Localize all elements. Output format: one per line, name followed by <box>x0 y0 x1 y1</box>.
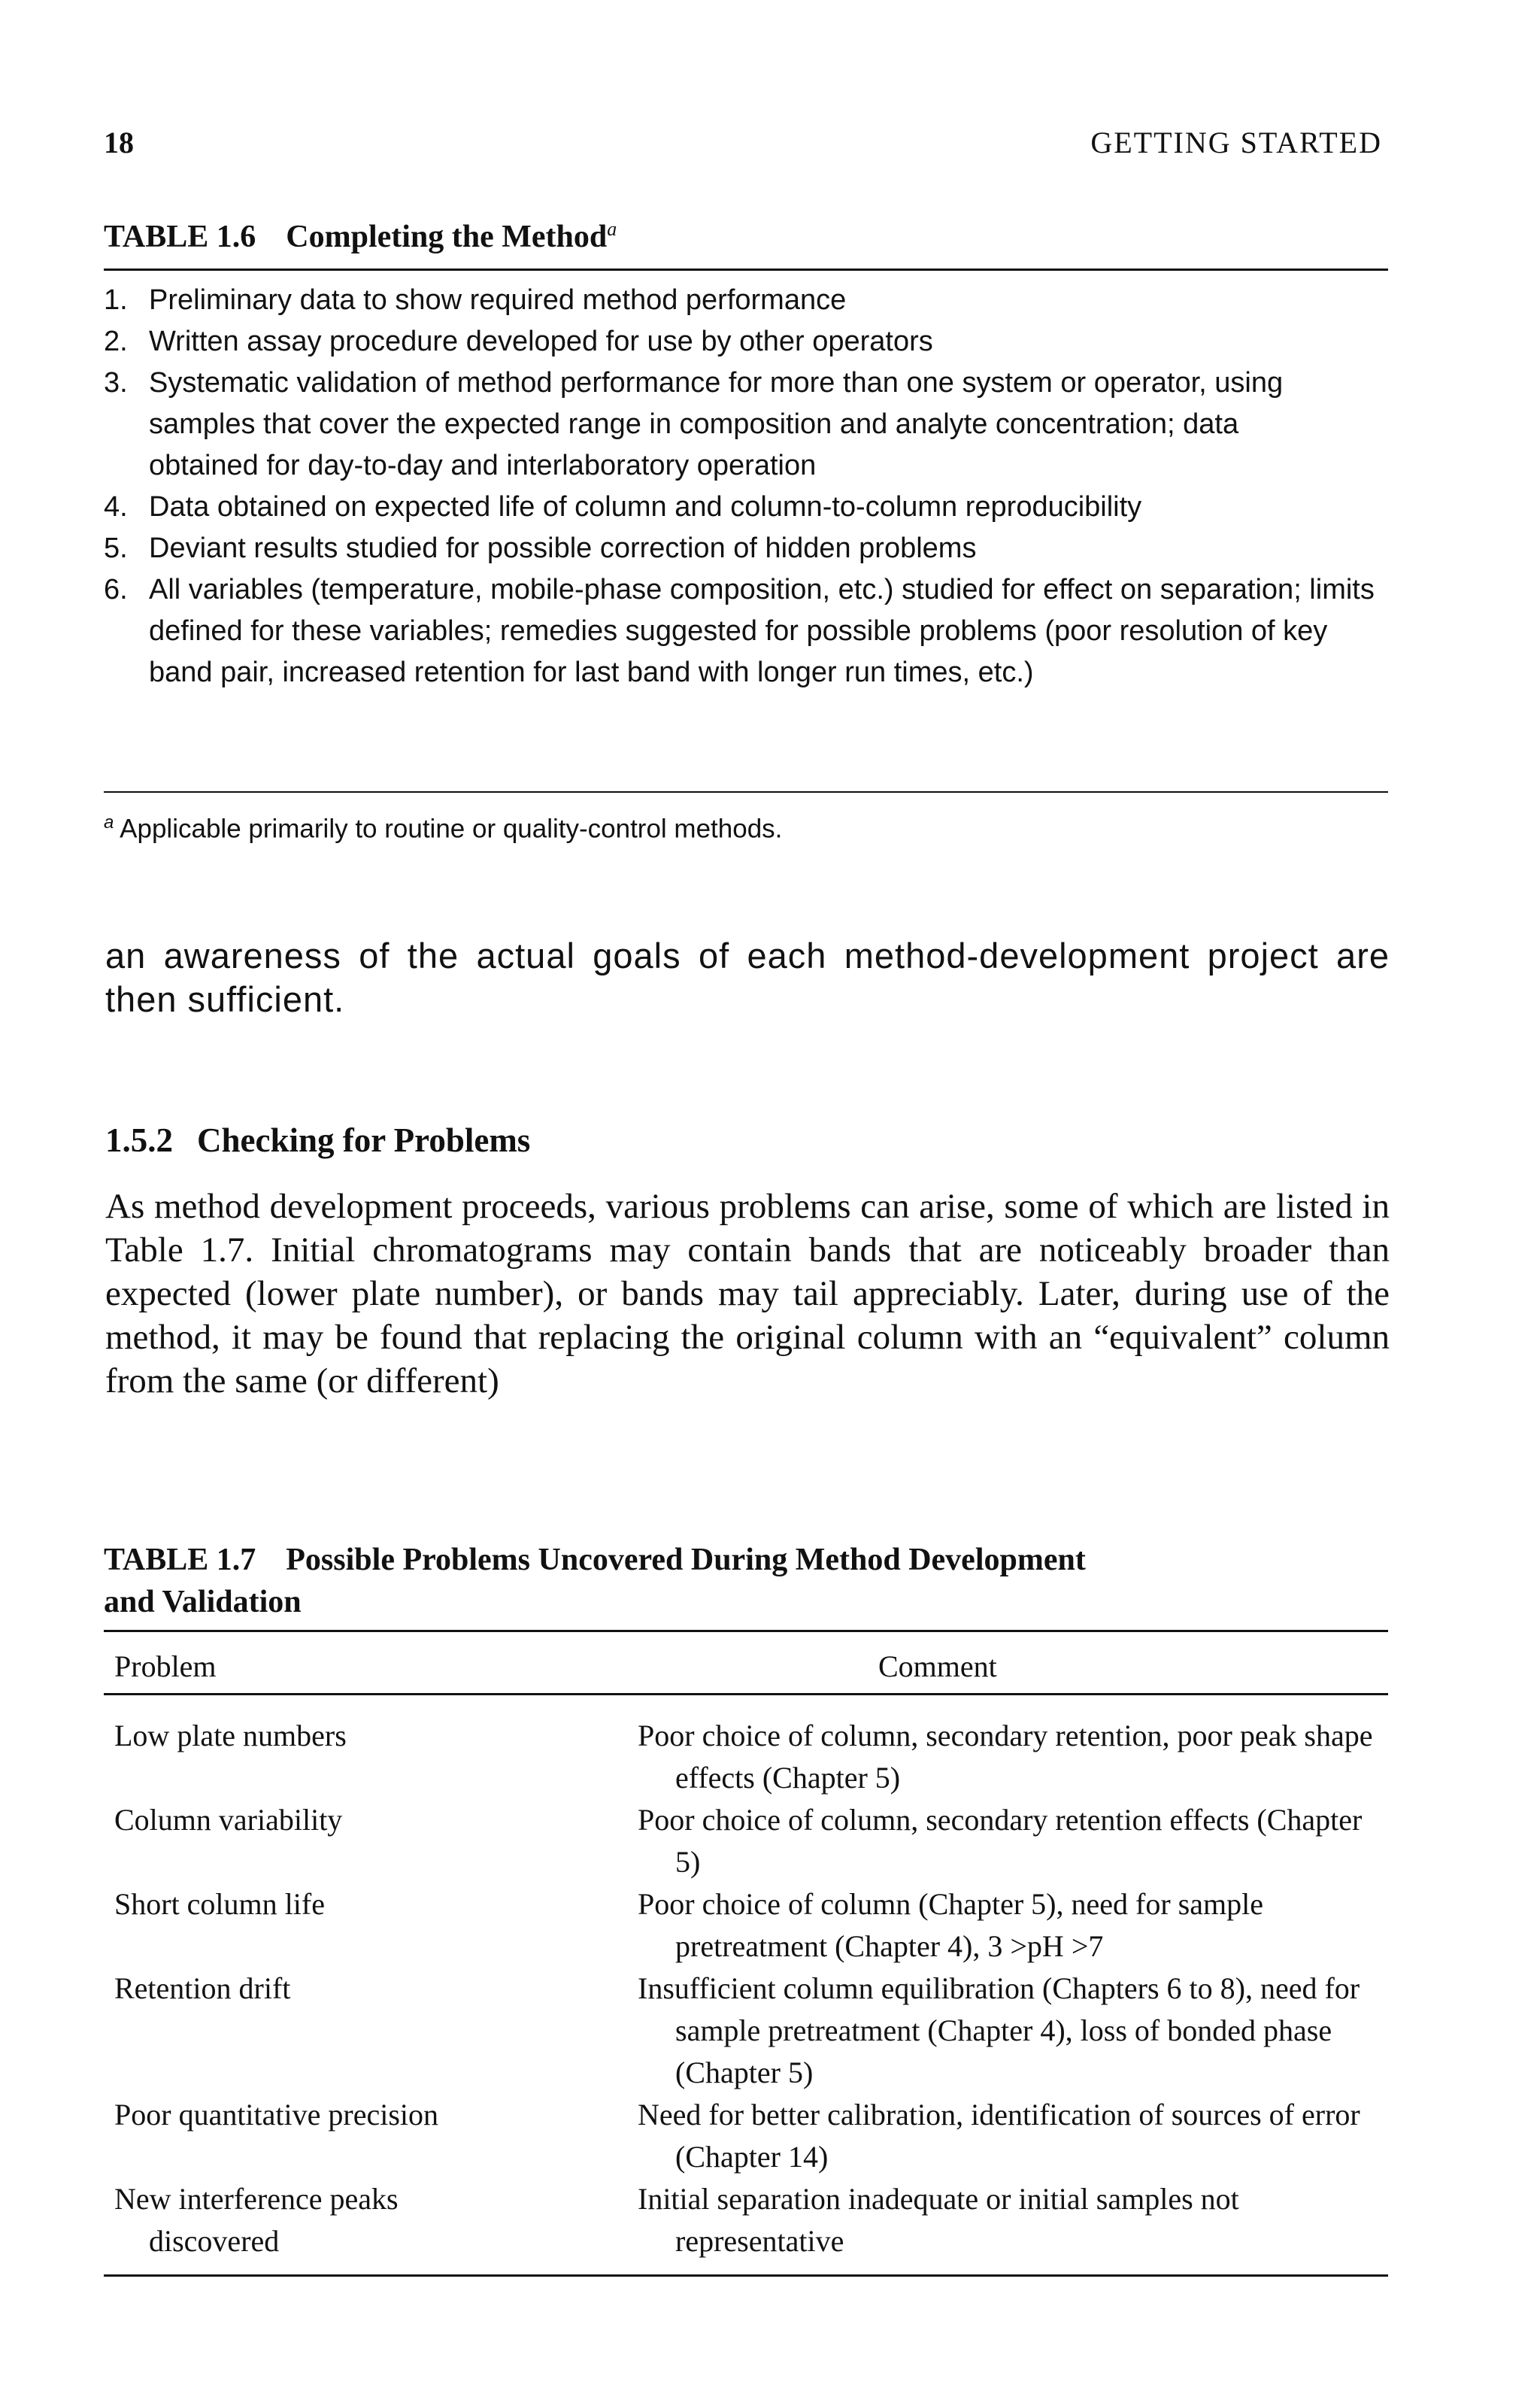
section-title: Checking for Problems <box>197 1121 531 1159</box>
table-1-7-label: TABLE 1.7 <box>104 1543 256 1577</box>
table-1-6-footnote: $^a$ Applicable primarily to routine or quality-control methods. <box>104 812 783 844</box>
table-1-7 <box>104 1640 1388 2277</box>
page-number: 18 <box>104 126 134 159</box>
running-head: GETTING STARTED <box>1090 126 1382 159</box>
table-row: Short column life Poor choice of column (Chapter 5), need for sample pretreatment (Chapter 4), 3 >pH >7 <box>114 1887 1263 1963</box>
table-row: Retention drift Insufficient column equilibration (Chapters 6 to 8), need for sample pretreatment (Chapter 4), loss of bonded phase (Chapter 5) <box>114 1971 1360 2089</box>
table-1-6-caption <box>104 218 617 255</box>
table-1-7-title-line2: and Validation <box>104 1585 302 1619</box>
paragraph-continuation: an awareness of the actual goals of each method-development project are then sufficient. <box>105 936 1390 1019</box>
table-1-6-label: TABLE 1.6 <box>104 220 256 254</box>
table-1-6-bottom-rule <box>104 791 1388 793</box>
list-item: 3. Systematic validation of method performance for more than one system or operator, using samples that cover the expected range in composition and analyte concentration; data obtained for day-to-day and interlaboratory operation <box>104 367 1284 481</box>
list-item: 1. Preliminary data to show required method performance <box>104 284 847 316</box>
table-1-7-title-line1: Possible Problems Uncovered During Method Development <box>286 1543 1086 1577</box>
table-header-row <box>104 1640 1388 1695</box>
table-row: New interference peaks discovered Initial separation inadequate or initial samples not representative <box>104 2178 1388 2276</box>
list-item: 5. Deviant results studied for possible correction of hidden problems <box>104 533 977 564</box>
column-header-problem: Problem <box>114 1649 217 1683</box>
table-row: Low plate numbers Poor choice of column, secondary retention, poor peak shape effects (Chapter 5) <box>114 1719 1373 1795</box>
list-item: 2. Written assay procedure developed for use by other operators <box>104 326 933 357</box>
paragraph-body: As method development proceeds, various problems can arise, some of which are listed in Table 1.7. Initial chromatograms may contain bands that are noticeably broader than expected (lower plate number), or bands may tail appreciably. Later, during use of the method, it may be found that replacing the original column with an “equivalent” column from the same (or different) <box>105 1187 1390 1400</box>
table-row: Poor quantitative precision Need for better calibration, identification of sources of error (Chapter 14) <box>114 2098 1360 2174</box>
table-1-6-title: Completing the Method <box>286 220 608 254</box>
table-row: Column variability Poor choice of column, secondary retention effects (Chapter 5) <box>114 1803 1363 1879</box>
section-number: 1.5.2 <box>105 1121 173 1159</box>
table-1-7-top-rule <box>104 1630 1388 1632</box>
table-1-6-top-rule <box>104 269 1388 271</box>
table-1-6-footnote-marker: a <box>607 218 617 240</box>
section-heading <box>105 1121 530 1160</box>
column-header-comment: Comment <box>878 1649 997 1683</box>
list-item: 4. Data obtained on expected life of column and column-to-column reproducibility <box>104 491 1142 523</box>
table-1-6-items <box>104 280 1388 693</box>
table-1-7-caption <box>104 1539 1086 1623</box>
list-item: 6. All variables (temperature, mobile-phase composition, etc.) studied for effect on separation; limits defined for these variables; remedies suggested for possible problems (poor resolution of key band pair, increased retention for last band with longer run times, etc.) <box>104 574 1375 688</box>
